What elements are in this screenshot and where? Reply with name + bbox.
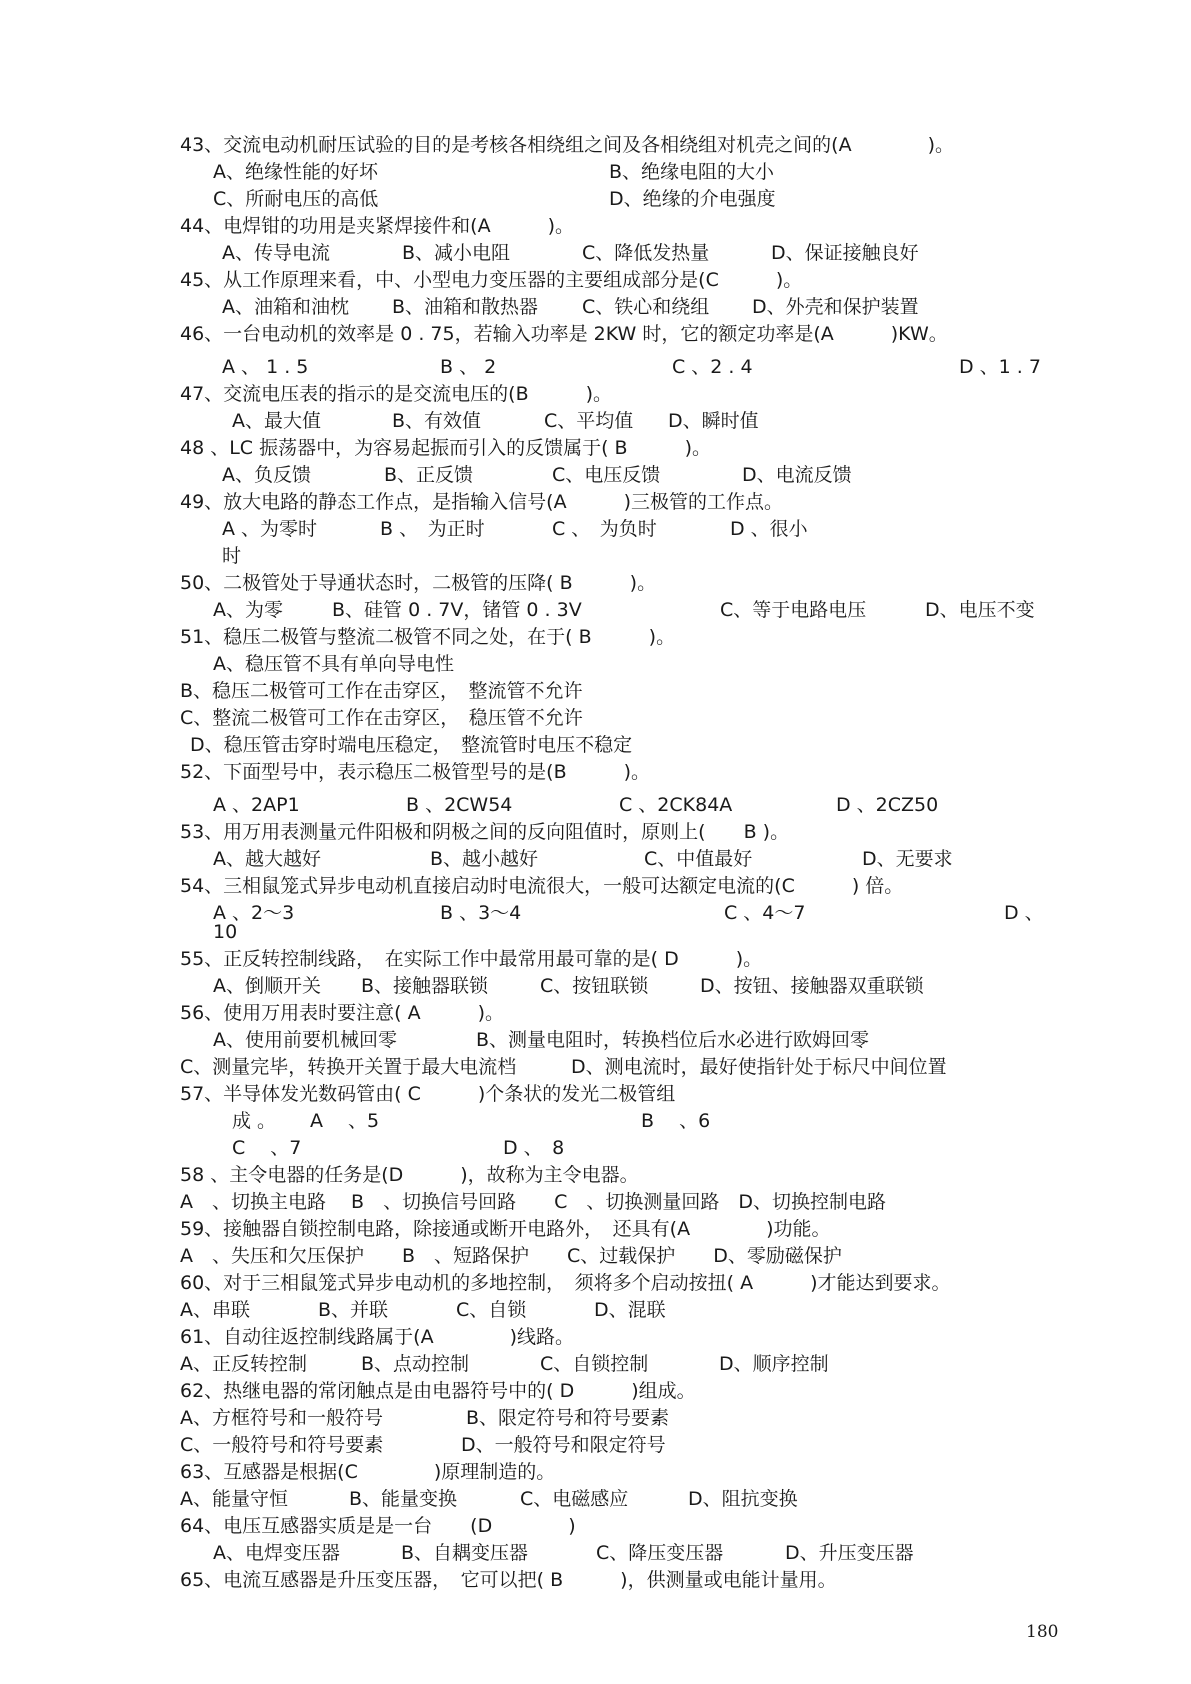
option-text: B、限定符号和符号要素 [466, 1407, 670, 1429]
line-text: A、倒顺开关 [213, 975, 321, 997]
line-text: 50、二极管处于导通状态时，二极管的压降( B )。 [180, 572, 657, 594]
text-line [0, 292, 1191, 322]
option-text: B、并联 [318, 1299, 389, 1321]
option-text: B、接触器联锁 [361, 975, 489, 997]
option-text: A 、5 [310, 1110, 380, 1132]
line-text: A、电焊变压器 [213, 1542, 340, 1564]
text-line [0, 676, 1191, 706]
option-text: C、电压反馈 [552, 464, 661, 486]
option-text: C 、 为负时 [552, 518, 657, 540]
option-text: D、无要求 [862, 848, 953, 870]
line-text: 46、一台电动机的效率是 0 . 75，若输入功率是 2KW 时，它的额定功率是(A )KW。 [180, 323, 948, 345]
text-line [0, 433, 1191, 463]
line-text: 10 [213, 921, 238, 943]
option-text: D、外壳和保护装置 [752, 296, 919, 318]
option-text: C、铁心和绕组 [582, 296, 710, 318]
option-text: B、有效值 [392, 410, 482, 432]
text-line [0, 649, 1191, 679]
line-text: A、油箱和油枕 [222, 296, 349, 318]
text-line [0, 130, 1191, 160]
text-line [0, 998, 1191, 1028]
text-line [0, 703, 1191, 733]
page-number: 180 [1026, 1622, 1059, 1642]
line-text: A、绝缘性能的好坏 [213, 161, 378, 183]
option-text: D、测电流时，最好使指针处于标尺中间位置 [571, 1056, 947, 1078]
text-line [0, 379, 1191, 409]
line-text: A 、 1 . 5 [222, 356, 309, 378]
text-line [0, 730, 1191, 760]
line-text: 64、电压互感器实质是是一台 (D ) [180, 1515, 576, 1537]
text-line [0, 595, 1191, 625]
option-text: B、能量变换 [349, 1488, 458, 1510]
line-text: C 、7 [232, 1137, 302, 1159]
text-line [0, 1484, 1191, 1514]
line-text: 57、半导体发光数码管由( C )个条状的发光二极管组 [180, 1083, 676, 1105]
text-line [0, 1322, 1191, 1352]
line-text: 65、电流互感器是升压变压器， 它可以把( B )，供测量或电能计量用。 [180, 1569, 837, 1591]
text-line [0, 514, 1191, 544]
text-line [0, 184, 1191, 214]
option-text: D、混联 [594, 1299, 666, 1321]
option-text: C、自锁控制 [540, 1353, 649, 1375]
option-text: B、自耦变压器 [401, 1542, 529, 1564]
option-text: B 、3～4 [440, 902, 522, 924]
line-text: A 、切换主电路 B 、切换信号回路 C 、切换测量回路 D、切换控制电路 [180, 1191, 886, 1213]
text-line [0, 844, 1191, 874]
option-text: C、平均值 [544, 410, 634, 432]
text-line [0, 1511, 1191, 1541]
text-line [0, 1079, 1191, 1109]
option-text: D、电流反馈 [742, 464, 852, 486]
line-text: A、传导电流 [222, 242, 330, 264]
text-line [0, 568, 1191, 598]
text-line [0, 817, 1191, 847]
text-line [0, 1349, 1191, 1379]
line-text: 63、互感器是根据(C )原理制造的。 [180, 1461, 556, 1483]
option-text: B、点动控制 [361, 1353, 470, 1375]
text-line [0, 1187, 1191, 1217]
option-text: B、硅管 0 . 7V，锗管 0 . 3V [332, 599, 582, 621]
text-line [0, 944, 1191, 974]
text-line [0, 541, 1191, 571]
text-line [0, 1376, 1191, 1406]
line-text: C、测量完毕，转换开关置于最大电流档 [180, 1056, 517, 1078]
text-line [0, 211, 1191, 241]
option-text: B、正反馈 [384, 464, 474, 486]
line-text: A、串联 [180, 1299, 250, 1321]
line-text: 51、稳压二极管与整流二极管不同之处，在于( B )。 [180, 626, 676, 648]
option-text: C、中值最好 [644, 848, 753, 870]
text-line [0, 1295, 1191, 1325]
option-text: C、等于电路电压 [720, 599, 867, 621]
line-text: A、稳压管不具有单向导电性 [213, 653, 454, 675]
option-text: D、按钮、接触器双重联锁 [700, 975, 924, 997]
line-text: A、为零 [213, 599, 283, 621]
option-text: B、油箱和散热器 [392, 296, 539, 318]
option-text: D 、1 . 7 [959, 356, 1041, 378]
line-text: A 、2AP1 [213, 794, 300, 816]
text-line [0, 265, 1191, 295]
text-line [0, 1025, 1191, 1055]
text-line [0, 487, 1191, 517]
text-line [0, 871, 1191, 901]
text-line [0, 460, 1191, 490]
line-text: A 、2～3 [213, 902, 295, 924]
option-text: B、测量电阻时，转换档位后水必进行欧姆回零 [476, 1029, 870, 1051]
line-text: A、使用前要机械回零 [213, 1029, 397, 1051]
line-text: 54、三相鼠笼式异步电动机直接启动时电流很大，一般可达额定电流的(C ) 倍。 [180, 875, 904, 897]
line-text: C、一般符号和符号要素 [180, 1434, 384, 1456]
text-line [0, 1430, 1191, 1460]
option-text: D、瞬时值 [668, 410, 759, 432]
text-line [0, 790, 1191, 820]
line-text: A 、为零时 [222, 518, 318, 540]
line-text: A、正反转控制 [180, 1353, 307, 1375]
text-line [0, 1160, 1191, 1190]
line-text: 60、对于三相鼠笼式异步电动机的多地控制， 须将多个启动按扭( A )才能达到要求。 [180, 1272, 951, 1294]
line-text: 44、电焊钳的功用是夹紧焊接件和(A )。 [180, 215, 575, 237]
option-text: D 、2CZ50 [836, 794, 939, 816]
text-line [0, 1538, 1191, 1568]
text-line [0, 1403, 1191, 1433]
line-text: 61、自动往返控制线路属于(A )线路。 [180, 1326, 575, 1348]
line-text: 48 、LC 振荡器中，为容易起振而引入的反馈属于( B )。 [180, 437, 712, 459]
line-text: 53、用万用表测量元件阳极和阴极之间的反向阻值时，原则上( B )。 [180, 821, 790, 843]
option-text: D、绝缘的介电强度 [609, 188, 776, 210]
option-text: D、阻抗变换 [688, 1488, 798, 1510]
line-text: A、方框符号和一般符号 [180, 1407, 383, 1429]
line-text: 47、交流电压表的指示的是交流电压的(B )。 [180, 383, 613, 405]
text-line [0, 238, 1191, 268]
text-line [0, 352, 1191, 382]
line-text: C、所耐电压的高低 [213, 188, 379, 210]
option-text: C、降低发热量 [582, 242, 710, 264]
option-text: B、减小电阻 [402, 242, 511, 264]
text-line [0, 406, 1191, 436]
option-text: B 、 2 [440, 356, 497, 378]
option-text: C、电磁感应 [520, 1488, 629, 1510]
text-line [0, 1052, 1191, 1082]
line-text: A、越大越好 [213, 848, 321, 870]
line-text: 62、热继电器的常闭触点是由电器符号中的( D )组成。 [180, 1380, 696, 1402]
option-text: C 、4～7 [724, 902, 806, 924]
line-text: 56、使用万用表时要注意( A )。 [180, 1002, 505, 1024]
option-text: B 、 为正时 [380, 518, 485, 540]
text-line [0, 1565, 1191, 1595]
line-text: 52、下面型号中，表示稳压二极管型号的是(B )。 [180, 761, 651, 783]
option-text: D、保证接触良好 [771, 242, 919, 264]
option-text: C、自锁 [456, 1299, 527, 1321]
line-text: 43、交流电动机耐压试验的目的是考核各相绕组之间及各相绕组对机壳之间的(A )。 [180, 134, 955, 156]
text-line [0, 1241, 1191, 1271]
option-text: D 、 8 [503, 1137, 565, 1159]
text-line [0, 1214, 1191, 1244]
option-text: C、降压变压器 [596, 1542, 724, 1564]
line-text: B、稳压二极管可工作在击穿区， 整流管不允许 [180, 680, 583, 702]
text-line [0, 757, 1191, 787]
text-line [0, 1133, 1191, 1163]
line-text: A、最大值 [232, 410, 321, 432]
text-line [0, 622, 1191, 652]
option-text: B、绝缘电阻的大小 [609, 161, 775, 183]
line-text: 45、从工作原理来看，中、小型电力变压器的主要组成部分是(C )。 [180, 269, 803, 291]
option-text: B、越小越好 [430, 848, 539, 870]
line-text: 成 。 [232, 1110, 277, 1132]
text-line [0, 319, 1191, 349]
text-line [0, 971, 1191, 1001]
text-line [0, 1457, 1191, 1487]
line-text: D、稳压管击穿时端电压稳定， 整流管时电压不稳定 [190, 734, 633, 756]
text-line [0, 1106, 1191, 1136]
option-text: D 、很小 [730, 518, 808, 540]
line-text: A 、失压和欠压保护 B 、短路保护 C、过载保护 D、零励磁保护 [180, 1245, 842, 1267]
option-text: B 、2CW54 [406, 794, 513, 816]
text-line [0, 157, 1191, 187]
line-text: 49、放大电路的静态工作点，是指输入信号(A )三极管的工作点。 [180, 491, 784, 513]
text-line [0, 1268, 1191, 1298]
option-text: D、一般符号和限定符号 [461, 1434, 666, 1456]
option-text: D、升压变压器 [785, 1542, 914, 1564]
line-text: 59、接触器自锁控制电路，除接通或断开电路外， 还具有(A )功能。 [180, 1218, 831, 1240]
option-text: B 、6 [641, 1110, 711, 1132]
line-text: A、负反馈 [222, 464, 311, 486]
option-text: C 、2CK84A [619, 794, 733, 816]
option-text: D、顺序控制 [719, 1353, 829, 1375]
line-text: 55、正反转控制线路， 在实际工作中最常用最可靠的是( D )。 [180, 948, 763, 970]
option-text: C、按钮联锁 [540, 975, 649, 997]
line-text: 时 [222, 545, 242, 567]
line-text: A、能量守恒 [180, 1488, 288, 1510]
line-text: 58 、主令电器的任务是(D )，故称为主令电器。 [180, 1164, 639, 1186]
line-text: C、整流二极管可工作在击穿区， 稳压管不允许 [180, 707, 583, 729]
text-line [0, 917, 1191, 947]
option-text: D 、 [1004, 902, 1044, 924]
option-text: D、电压不变 [925, 599, 1035, 621]
option-text: C 、2 . 4 [672, 356, 753, 378]
